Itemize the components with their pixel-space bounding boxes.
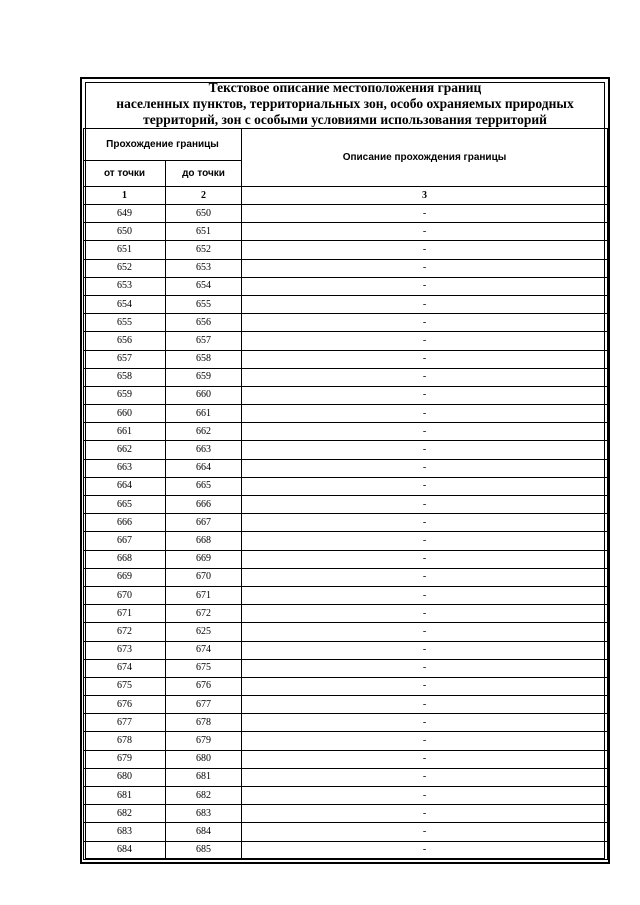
- table-row: [84, 405, 608, 423]
- from-point-cell: 673: [84, 641, 166, 659]
- to-point-cell: 666: [166, 496, 242, 514]
- description-cell: -: [242, 532, 608, 550]
- from-point-cell: 677: [84, 714, 166, 732]
- to-point-cell: 670: [166, 568, 242, 586]
- to-point-cell: 660: [166, 386, 242, 404]
- to-point-cell: 651: [166, 223, 242, 241]
- table-row: [84, 259, 608, 277]
- description-cell: -: [242, 623, 608, 641]
- from-point-cell: 651: [84, 241, 166, 259]
- description-cell: -: [242, 714, 608, 732]
- from-point-cell: 679: [84, 750, 166, 768]
- title-line: территорий, зон с особыми условиями использования территорий: [143, 112, 547, 127]
- from-point-cell: 681: [84, 787, 166, 805]
- description-cell: -: [242, 787, 608, 805]
- from-point-cell: 671: [84, 605, 166, 623]
- to-point-cell: 676: [166, 677, 242, 695]
- to-point-cell: 685: [166, 841, 242, 859]
- to-point-cell: 625: [166, 623, 242, 641]
- table-row: [84, 223, 608, 241]
- description-cell: -: [242, 514, 608, 532]
- description-cell: -: [242, 223, 608, 241]
- document-title: [83, 80, 607, 128]
- table-row: [84, 787, 608, 805]
- description-cell: -: [242, 659, 608, 677]
- description-cell: -: [242, 841, 608, 859]
- to-point-cell: 680: [166, 750, 242, 768]
- table-row: [84, 295, 608, 313]
- description-cell: -: [242, 368, 608, 386]
- from-point-cell: 657: [84, 350, 166, 368]
- description-cell: -: [242, 641, 608, 659]
- description-cell: -: [242, 441, 608, 459]
- to-point-cell: 677: [166, 696, 242, 714]
- to-point-cell: 662: [166, 423, 242, 441]
- table-row: [84, 605, 608, 623]
- description-cell: -: [242, 205, 608, 223]
- description-cell: -: [242, 350, 608, 368]
- header-description: Описание прохождения границы: [242, 129, 608, 187]
- from-point-cell: 674: [84, 659, 166, 677]
- description-cell: -: [242, 677, 608, 695]
- from-point-cell: 659: [84, 386, 166, 404]
- from-point-cell: 680: [84, 768, 166, 786]
- header-row: [84, 129, 608, 161]
- table-row: [84, 768, 608, 786]
- table-row: [84, 805, 608, 823]
- table-row: [84, 750, 608, 768]
- to-point-cell: 668: [166, 532, 242, 550]
- from-point-cell: 654: [84, 295, 166, 313]
- table-row: [84, 441, 608, 459]
- to-point-cell: 665: [166, 477, 242, 495]
- column-number: 1: [84, 187, 166, 205]
- to-point-cell: 664: [166, 459, 242, 477]
- to-point-cell: 659: [166, 368, 242, 386]
- table-row: [84, 514, 608, 532]
- header-passage: Прохождение границы: [84, 129, 242, 161]
- table-row: [84, 332, 608, 350]
- from-point-cell: 683: [84, 823, 166, 841]
- description-cell: -: [242, 732, 608, 750]
- from-point-cell: 669: [84, 568, 166, 586]
- table-row: [84, 696, 608, 714]
- table-row: [84, 496, 608, 514]
- column-number: 3: [242, 187, 608, 205]
- to-point-cell: 681: [166, 768, 242, 786]
- from-point-cell: 661: [84, 423, 166, 441]
- description-cell: -: [242, 405, 608, 423]
- table-row: [84, 714, 608, 732]
- table-row: [84, 568, 608, 586]
- description-cell: -: [242, 823, 608, 841]
- table-row: [84, 586, 608, 604]
- table-row: [84, 841, 608, 859]
- to-point-cell: 655: [166, 295, 242, 313]
- table-row: [84, 423, 608, 441]
- description-cell: -: [242, 277, 608, 295]
- table-row: [84, 532, 608, 550]
- from-point-cell: 664: [84, 477, 166, 495]
- description-cell: -: [242, 332, 608, 350]
- from-point-cell: 678: [84, 732, 166, 750]
- description-cell: -: [242, 605, 608, 623]
- to-point-cell: 654: [166, 277, 242, 295]
- from-point-cell: 655: [84, 314, 166, 332]
- boundary-table: [83, 128, 608, 860]
- description-cell: -: [242, 314, 608, 332]
- to-point-cell: 663: [166, 441, 242, 459]
- from-point-cell: 666: [84, 514, 166, 532]
- from-point-cell: 649: [84, 205, 166, 223]
- to-point-cell: 684: [166, 823, 242, 841]
- table-row: [84, 732, 608, 750]
- to-point-cell: 679: [166, 732, 242, 750]
- table-row: [84, 823, 608, 841]
- to-point-cell: 678: [166, 714, 242, 732]
- description-cell: -: [242, 459, 608, 477]
- to-point-cell: 675: [166, 659, 242, 677]
- to-point-cell: 657: [166, 332, 242, 350]
- table-row: [84, 550, 608, 568]
- description-cell: -: [242, 241, 608, 259]
- from-point-cell: 662: [84, 441, 166, 459]
- from-point-cell: 653: [84, 277, 166, 295]
- table-row: [84, 314, 608, 332]
- from-point-cell: 665: [84, 496, 166, 514]
- table-row: [84, 641, 608, 659]
- table-row: [84, 477, 608, 495]
- title-line: Текстовое описание местоположения границ: [208, 80, 482, 95]
- from-point-cell: 668: [84, 550, 166, 568]
- from-point-cell: 652: [84, 259, 166, 277]
- from-point-cell: 670: [84, 586, 166, 604]
- table-row: [84, 459, 608, 477]
- column-number-row: [84, 187, 608, 205]
- description-cell: -: [242, 696, 608, 714]
- table-row: [84, 677, 608, 695]
- header-from-point: от точки: [84, 161, 166, 187]
- table-row: [84, 623, 608, 641]
- description-cell: -: [242, 750, 608, 768]
- to-point-cell: 650: [166, 205, 242, 223]
- from-point-cell: 663: [84, 459, 166, 477]
- table-row: [84, 368, 608, 386]
- to-point-cell: 671: [166, 586, 242, 604]
- from-point-cell: 656: [84, 332, 166, 350]
- from-point-cell: 660: [84, 405, 166, 423]
- from-point-cell: 675: [84, 677, 166, 695]
- to-point-cell: 674: [166, 641, 242, 659]
- table-row: [84, 277, 608, 295]
- description-cell: -: [242, 386, 608, 404]
- to-point-cell: 656: [166, 314, 242, 332]
- to-point-cell: 658: [166, 350, 242, 368]
- to-point-cell: 661: [166, 405, 242, 423]
- description-cell: -: [242, 550, 608, 568]
- from-point-cell: 682: [84, 805, 166, 823]
- table-row: [84, 350, 608, 368]
- from-point-cell: 667: [84, 532, 166, 550]
- description-cell: -: [242, 295, 608, 313]
- to-point-cell: 672: [166, 605, 242, 623]
- description-cell: -: [242, 259, 608, 277]
- from-point-cell: 658: [84, 368, 166, 386]
- description-cell: -: [242, 423, 608, 441]
- table-row: [84, 205, 608, 223]
- from-point-cell: 676: [84, 696, 166, 714]
- from-point-cell: 672: [84, 623, 166, 641]
- description-cell: -: [242, 496, 608, 514]
- description-cell: -: [242, 477, 608, 495]
- to-point-cell: 652: [166, 241, 242, 259]
- column-number: 2: [166, 187, 242, 205]
- to-point-cell: 683: [166, 805, 242, 823]
- from-point-cell: 684: [84, 841, 166, 859]
- to-point-cell: 667: [166, 514, 242, 532]
- to-point-cell: 669: [166, 550, 242, 568]
- from-point-cell: 650: [84, 223, 166, 241]
- to-point-cell: 682: [166, 787, 242, 805]
- description-cell: -: [242, 768, 608, 786]
- description-cell: -: [242, 586, 608, 604]
- table-row: [84, 659, 608, 677]
- description-cell: -: [242, 568, 608, 586]
- table-row: [84, 241, 608, 259]
- table-row: [84, 386, 608, 404]
- description-cell: -: [242, 805, 608, 823]
- header-to-point: до точки: [166, 161, 242, 187]
- title-line: населенных пунктов, территориальных зон, особо охраняемых природных: [116, 96, 574, 111]
- to-point-cell: 653: [166, 259, 242, 277]
